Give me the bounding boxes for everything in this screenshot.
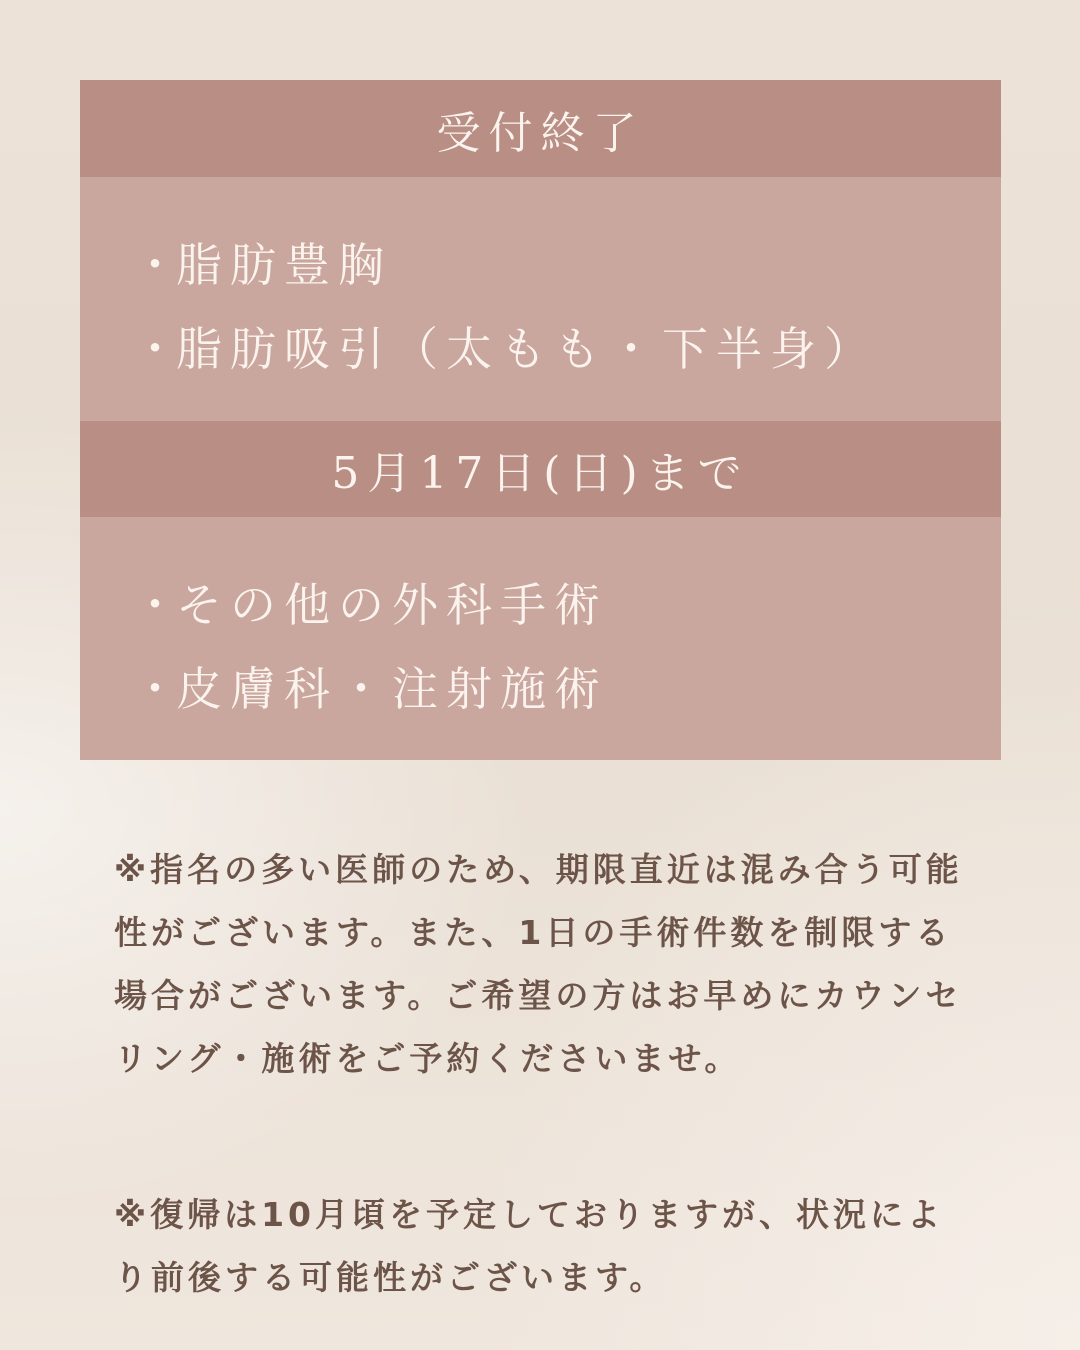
bullet: ・	[132, 662, 186, 716]
closed-header	[80, 80, 1001, 177]
list-item	[132, 569, 608, 635]
service-label: その他の外科手術	[176, 578, 608, 632]
service-label: 脂肪吸引（太もも・下半身）	[176, 322, 878, 376]
closed-header-label: 受付終了	[436, 107, 645, 159]
list-item	[132, 653, 608, 719]
bullet: ・	[132, 578, 186, 632]
return-note: ※復帰は10月頃を予定しておりますが、状況により前後する可能性がございます。	[114, 1195, 945, 1297]
until-header	[80, 421, 1001, 517]
closed-services-block	[80, 177, 1001, 421]
bullet: ・	[132, 322, 186, 376]
list-item	[132, 229, 392, 295]
service-label: 皮膚科・注射施術	[176, 662, 608, 716]
until-header-label: 5月17日(日)まで	[331, 448, 750, 499]
service-label: 脂肪豊胸	[176, 238, 392, 292]
until-services-block	[80, 517, 1001, 760]
reservation-note: ※指名の多い医師のため、期限直近は混み合う可能性がございます。また、1日の手術件数を制限する場合がございます。ご希望の方はお早めにカウンセリング・施術をご予約くださいませ。	[114, 850, 963, 1078]
list-item	[132, 313, 878, 379]
announcement-panel	[80, 80, 1001, 760]
bullet: ・	[132, 238, 186, 292]
